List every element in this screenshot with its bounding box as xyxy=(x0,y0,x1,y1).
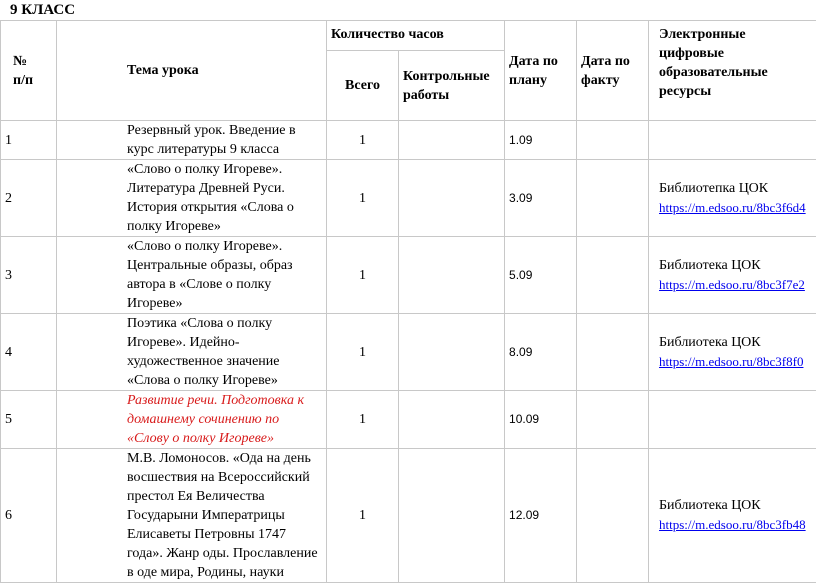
table-row xyxy=(1,314,816,391)
row-control xyxy=(399,121,505,160)
table-row xyxy=(1,237,816,314)
header-row-1 xyxy=(1,21,816,51)
row-topic: Развитие речи. Подготовка к домашнему сочинению по «Слову о полку Игореве» xyxy=(57,391,327,449)
row-topic: «Слово о полку Игореве». Литература Древней Руси. История открытия «Слова о полку Игореве» xyxy=(57,160,327,237)
row-num: 5 xyxy=(1,391,57,449)
page-title: 9 КЛАСС xyxy=(10,2,75,19)
resource-link[interactable]: https://m.edsoo.ru/8bc3fb48 xyxy=(659,517,806,532)
resource-label: Библиотека ЦОК xyxy=(659,256,814,275)
row-resources xyxy=(649,449,816,583)
row-topic: «Слово о полку Игореве». Центральные образы, образ автора в «Слове о полку Игореве» xyxy=(57,237,327,314)
row-fact-date xyxy=(577,160,649,237)
row-total: 1 xyxy=(327,449,399,583)
row-num: 2 xyxy=(1,160,57,237)
row-plan-date: 8.09 xyxy=(505,314,577,391)
row-topic: Поэтика «Слова о полку Игореве». Идейно-художественное значение «Слова о полку Игореве» xyxy=(57,314,327,391)
header-plan-date: Дата по плану xyxy=(505,21,577,121)
table-row xyxy=(1,121,816,160)
header-control: Контрольные работы xyxy=(399,51,505,121)
row-num: 6 xyxy=(1,449,57,583)
header-fact-date: Дата по факту xyxy=(577,21,649,121)
resource-link[interactable]: https://m.edsoo.ru/8bc3f7e2 xyxy=(659,277,805,292)
resource-link[interactable]: https://m.edsoo.ru/8bc3f6d4 xyxy=(659,200,806,215)
row-total: 1 xyxy=(327,314,399,391)
resource-label: Библиотека ЦОК xyxy=(659,333,814,352)
row-total: 1 xyxy=(327,121,399,160)
row-resources xyxy=(649,314,816,391)
lessons-table xyxy=(0,20,816,583)
row-resources xyxy=(649,121,816,160)
table-row xyxy=(1,449,816,583)
row-control xyxy=(399,160,505,237)
row-plan-date: 5.09 xyxy=(505,237,577,314)
row-total: 1 xyxy=(327,237,399,314)
row-resources xyxy=(649,391,816,449)
row-control xyxy=(399,237,505,314)
row-fact-date xyxy=(577,237,649,314)
resource-label: Библиотека ЦОК xyxy=(659,496,814,515)
resource-link[interactable]: https://m.edsoo.ru/8bc3f8f0 xyxy=(659,354,803,369)
row-topic: Резервный урок. Введение в курс литературы 9 класса xyxy=(57,121,327,160)
header-num: № п/п xyxy=(1,21,57,121)
row-plan-date: 12.09 xyxy=(505,449,577,583)
row-control xyxy=(399,449,505,583)
row-fact-date xyxy=(577,391,649,449)
row-control xyxy=(399,391,505,449)
row-num: 4 xyxy=(1,314,57,391)
row-total: 1 xyxy=(327,391,399,449)
resource-label: Библиотепка ЦОК xyxy=(659,179,814,198)
row-num: 1 xyxy=(1,121,57,160)
row-plan-date: 10.09 xyxy=(505,391,577,449)
header-total: Всего xyxy=(327,51,399,121)
row-control xyxy=(399,314,505,391)
table-row xyxy=(1,160,816,237)
row-fact-date xyxy=(577,314,649,391)
header-resources: Электронные цифровые образовательные ресурсы xyxy=(649,21,816,121)
header-topic: Тема урока xyxy=(57,21,327,121)
row-plan-date: 3.09 xyxy=(505,160,577,237)
row-plan-date: 1.09 xyxy=(505,121,577,160)
row-resources xyxy=(649,237,816,314)
row-fact-date xyxy=(577,449,649,583)
row-num: 3 xyxy=(1,237,57,314)
table-row xyxy=(1,391,816,449)
row-topic: М.В. Ломоносов. «Ода на день восшествия на Всероссийский престол Ея Величества Государыни Императрицы Елисаветы Петровны 1747 года». Жанр оды. Прославление в оде мира, Родины, науки xyxy=(57,449,327,583)
row-fact-date xyxy=(577,121,649,160)
header-hours: Количество часов xyxy=(327,21,505,51)
row-total: 1 xyxy=(327,160,399,237)
row-resources xyxy=(649,160,816,237)
